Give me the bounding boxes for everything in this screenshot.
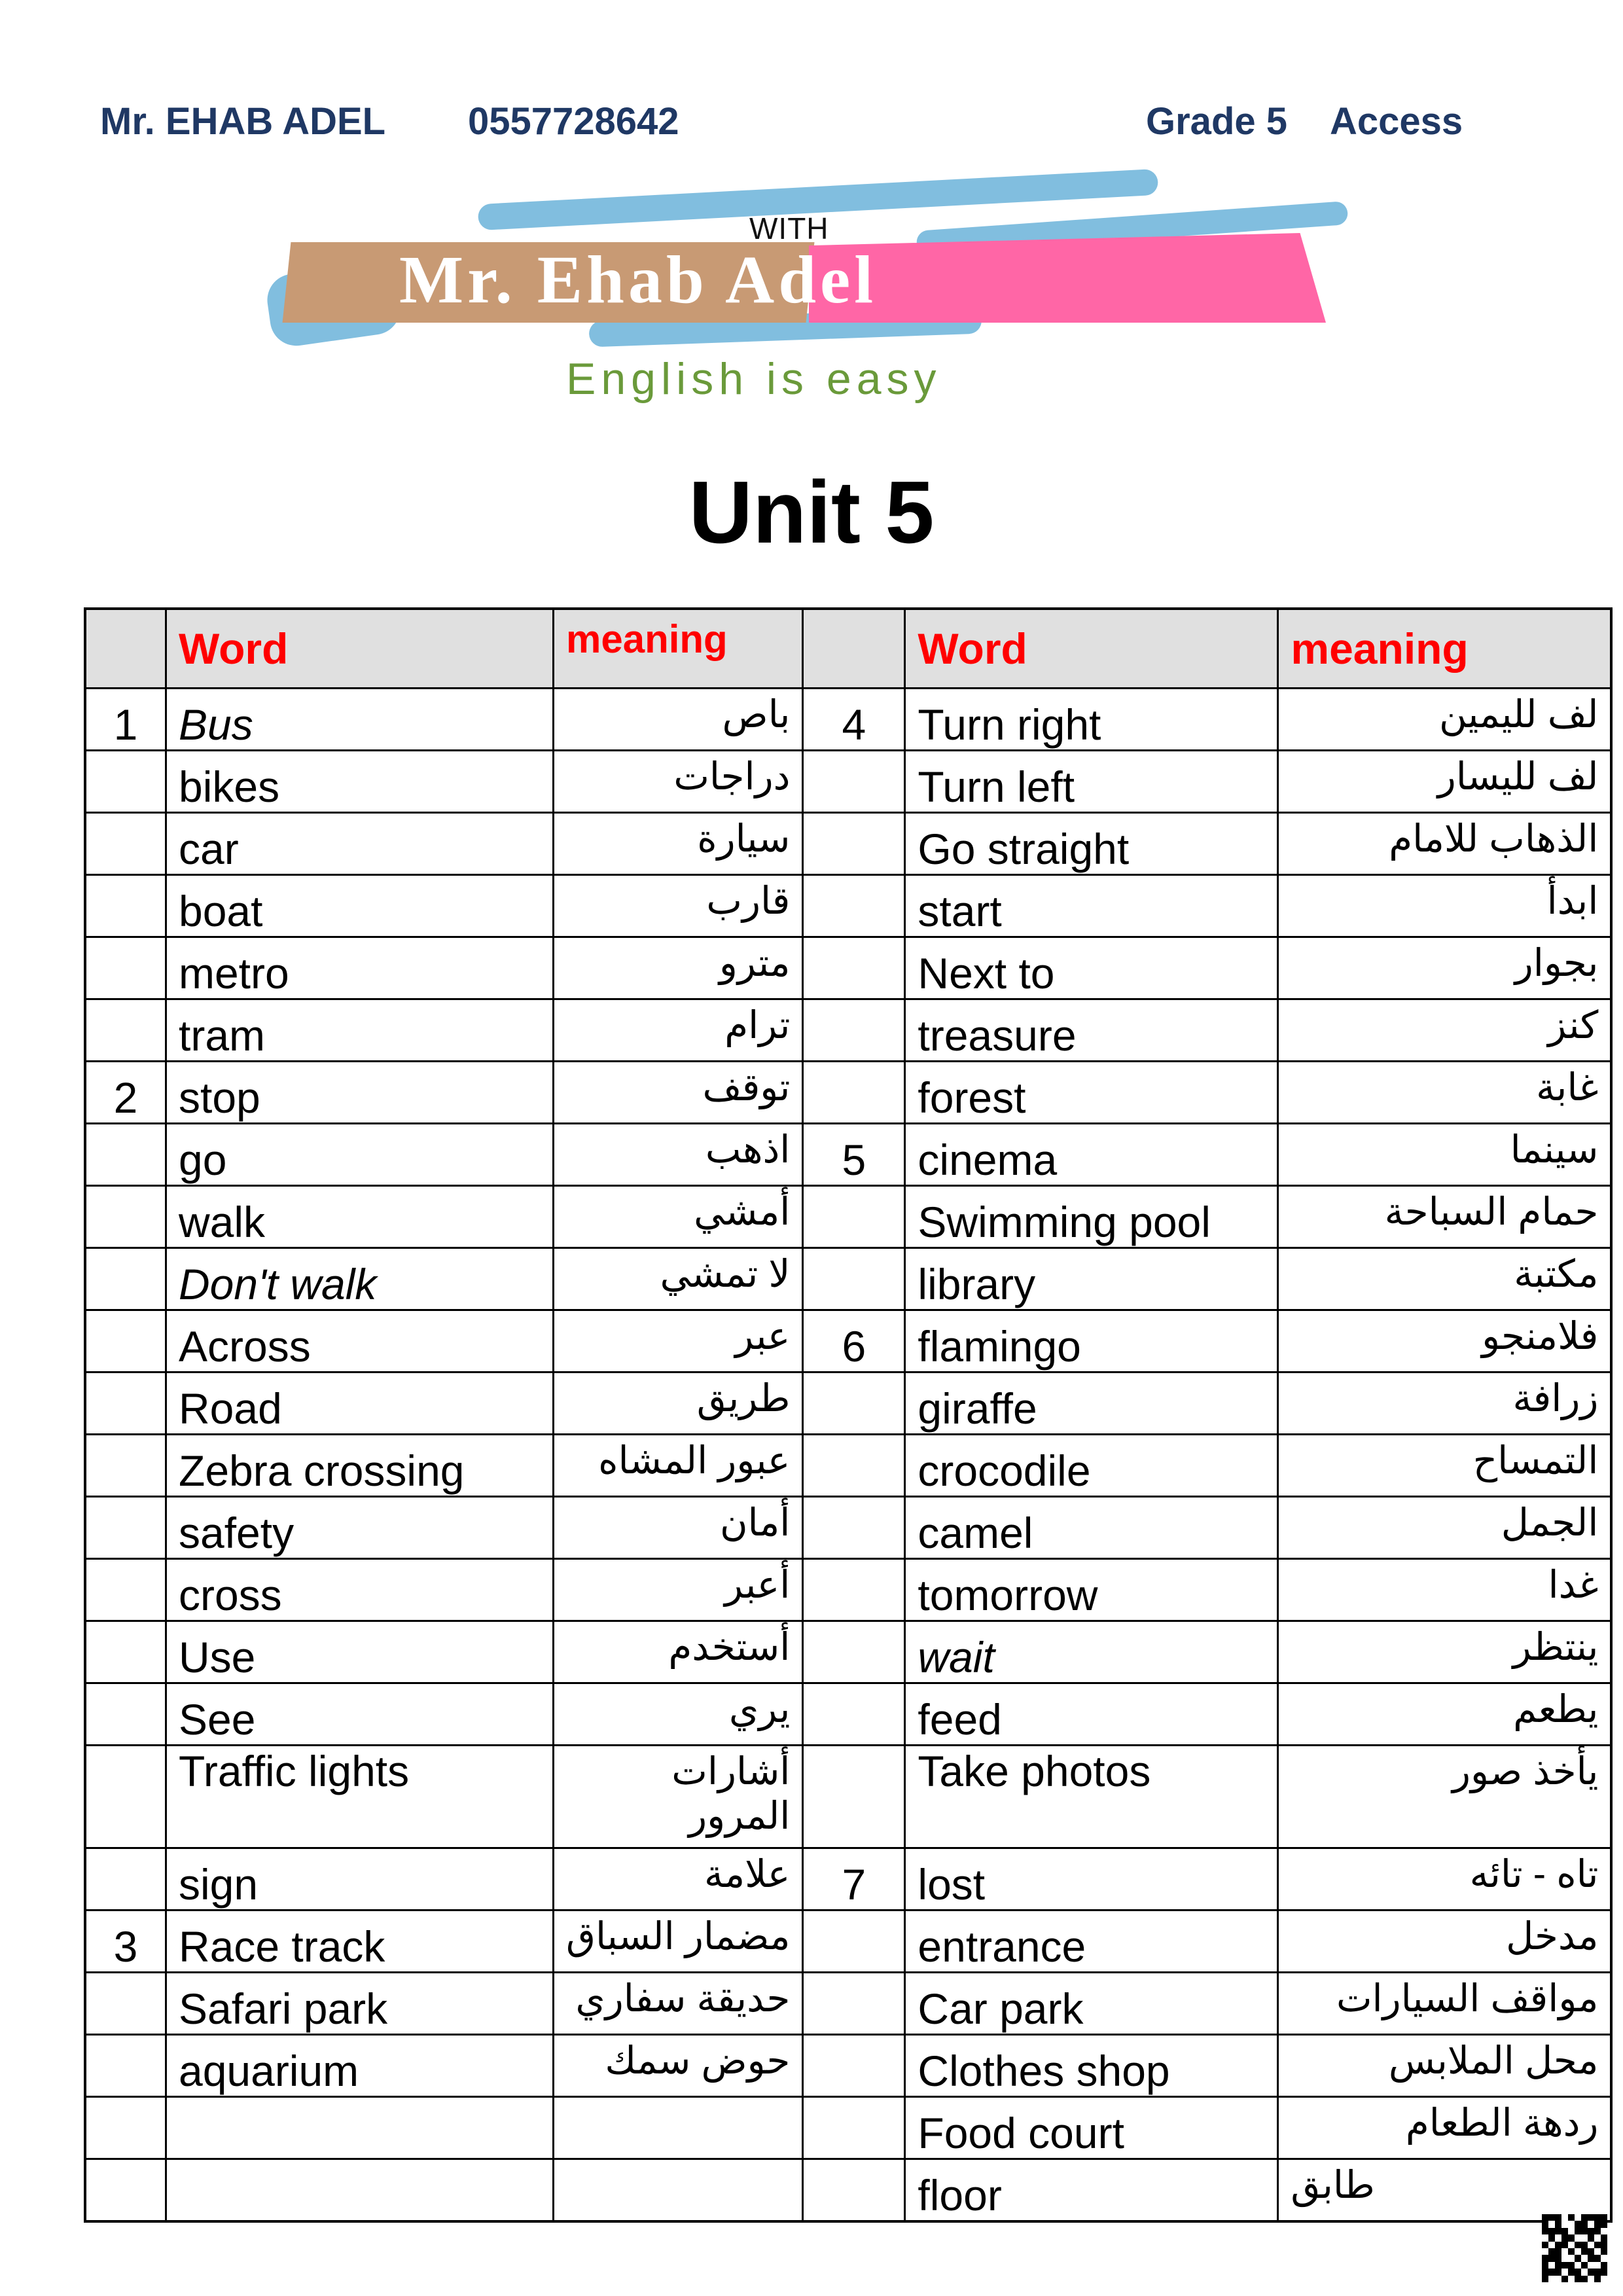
meaning-cell: علامة bbox=[554, 1848, 803, 1910]
qr-module bbox=[1542, 2269, 1548, 2275]
word-cell: Clothes shop bbox=[905, 2035, 1278, 2097]
meaning-cell: ردهة الطعام bbox=[1278, 2097, 1612, 2159]
qr-module bbox=[1581, 2276, 1588, 2282]
qr-module bbox=[1561, 2221, 1568, 2227]
word-cell: Don't walk bbox=[166, 1248, 554, 1310]
table-row bbox=[85, 2035, 1611, 2097]
word-cell: cross bbox=[166, 1559, 554, 1621]
table-row bbox=[85, 1559, 1611, 1621]
word-cell: Turn left bbox=[905, 751, 1278, 813]
table-row bbox=[85, 1497, 1611, 1559]
section-number-cell bbox=[85, 2097, 166, 2159]
meaning-cell: ابدأ bbox=[1278, 875, 1612, 937]
table-header-row bbox=[85, 609, 1611, 689]
qr-module bbox=[1575, 2255, 1581, 2261]
table-row bbox=[85, 689, 1611, 751]
header-word: Word bbox=[166, 609, 554, 689]
table-row bbox=[85, 1621, 1611, 1683]
section-number-cell bbox=[803, 1559, 905, 1621]
word-cell bbox=[166, 2097, 554, 2159]
qr-module bbox=[1542, 2234, 1548, 2241]
logo bbox=[262, 170, 1374, 419]
qr-module bbox=[1568, 2242, 1575, 2248]
meaning-cell: دراجات bbox=[554, 751, 803, 813]
section-number-cell bbox=[85, 2159, 166, 2222]
qr-module bbox=[1555, 2228, 1561, 2234]
qr-module bbox=[1594, 2262, 1601, 2269]
word-cell: giraffe bbox=[905, 1372, 1278, 1435]
qr-module bbox=[1581, 2242, 1588, 2248]
qr-module bbox=[1588, 2234, 1594, 2241]
section-number-cell bbox=[803, 751, 905, 813]
meaning-cell: أستخدم bbox=[554, 1621, 803, 1683]
section-number-cell bbox=[803, 937, 905, 999]
qr-module bbox=[1575, 2228, 1581, 2234]
qr-module bbox=[1601, 2255, 1607, 2261]
qr-module bbox=[1601, 2228, 1607, 2234]
qr-module bbox=[1561, 2255, 1568, 2261]
qr-module bbox=[1542, 2242, 1548, 2248]
section-number-cell bbox=[803, 1372, 905, 1435]
qr-module bbox=[1588, 2276, 1594, 2282]
phone-number: 0557728642 bbox=[468, 100, 679, 143]
word-cell: bikes bbox=[166, 751, 554, 813]
section-number-cell bbox=[85, 1497, 166, 1559]
word-cell: crocodile bbox=[905, 1435, 1278, 1497]
meaning-cell: مترو bbox=[554, 937, 803, 999]
section-number-cell bbox=[85, 875, 166, 937]
table-row bbox=[85, 1683, 1611, 1746]
table-row bbox=[85, 1910, 1611, 1973]
qr-module bbox=[1561, 2228, 1568, 2234]
table-row bbox=[85, 1848, 1611, 1910]
meaning-cell: مكتبة bbox=[1278, 1248, 1612, 1310]
section-number-cell bbox=[85, 1621, 166, 1683]
meaning-cell: غدا bbox=[1278, 1559, 1612, 1621]
word-cell: cinema bbox=[905, 1124, 1278, 1186]
section-number-cell bbox=[803, 813, 905, 875]
book-label: Access bbox=[1330, 100, 1463, 143]
qr-module bbox=[1548, 2214, 1555, 2221]
qr-module bbox=[1555, 2276, 1561, 2282]
qr-module bbox=[1581, 2269, 1588, 2275]
section-number-cell bbox=[803, 1062, 905, 1124]
table-row bbox=[85, 2097, 1611, 2159]
word-cell: library bbox=[905, 1248, 1278, 1310]
meaning-cell: سيارة bbox=[554, 813, 803, 875]
qr-module bbox=[1575, 2248, 1581, 2255]
qr-module bbox=[1548, 2221, 1555, 2227]
qr-module bbox=[1555, 2234, 1561, 2241]
section-number-cell bbox=[803, 1746, 905, 1848]
qr-module bbox=[1561, 2262, 1568, 2269]
meaning-cell: قارب bbox=[554, 875, 803, 937]
qr-module bbox=[1594, 2221, 1601, 2227]
header-num bbox=[803, 609, 905, 689]
qr-module bbox=[1588, 2262, 1594, 2269]
section-number-cell bbox=[803, 1435, 905, 1497]
section-number-cell bbox=[85, 937, 166, 999]
section-number-cell bbox=[85, 1248, 166, 1310]
table-row bbox=[85, 937, 1611, 999]
qr-module bbox=[1561, 2269, 1568, 2275]
qr-module bbox=[1601, 2214, 1607, 2221]
table-row bbox=[85, 1973, 1611, 2035]
meaning-cell: التمساح bbox=[1278, 1435, 1612, 1497]
meaning-cell: الذهاب للامام bbox=[1278, 813, 1612, 875]
meaning-cell: أمان bbox=[554, 1497, 803, 1559]
section-number-cell bbox=[85, 751, 166, 813]
word-cell: boat bbox=[166, 875, 554, 937]
qr-module bbox=[1548, 2269, 1555, 2275]
meaning-cell: توقف bbox=[554, 1062, 803, 1124]
section-number-cell bbox=[803, 999, 905, 1062]
section-number-cell bbox=[85, 1848, 166, 1910]
table-row bbox=[85, 1124, 1611, 1186]
meaning-cell bbox=[554, 2097, 803, 2159]
qr-module bbox=[1548, 2276, 1555, 2282]
page-title: Unit 5 bbox=[688, 463, 935, 562]
table-row bbox=[85, 1186, 1611, 1248]
section-number-cell bbox=[803, 1910, 905, 1973]
header-word: Word bbox=[905, 609, 1278, 689]
meaning-cell: حديقة سفاري bbox=[554, 1973, 803, 2035]
meaning-cell: حمام السباحة bbox=[1278, 1186, 1612, 1248]
qr-module bbox=[1548, 2262, 1555, 2269]
word-cell: Take photos bbox=[905, 1746, 1278, 1848]
qr-module bbox=[1548, 2248, 1555, 2255]
qr-module bbox=[1594, 2242, 1601, 2248]
qr-module bbox=[1588, 2269, 1594, 2275]
qr-module bbox=[1548, 2228, 1555, 2234]
word-cell: Across bbox=[166, 1310, 554, 1372]
meaning-cell: تاه - تائه bbox=[1278, 1848, 1612, 1910]
qr-module bbox=[1588, 2228, 1594, 2234]
qr-module bbox=[1575, 2269, 1581, 2275]
logo-with: WITH bbox=[749, 211, 829, 245]
qr-module bbox=[1561, 2242, 1568, 2248]
section-number-cell bbox=[85, 1559, 166, 1621]
meaning-cell: طريق bbox=[554, 1372, 803, 1435]
teacher-name: Mr. EHAB ADEL bbox=[100, 100, 386, 143]
qr-module bbox=[1594, 2269, 1601, 2275]
meaning-cell: محل الملابس bbox=[1278, 2035, 1612, 2097]
word-cell: tram bbox=[166, 999, 554, 1062]
meaning-cell: يري bbox=[554, 1683, 803, 1746]
word-cell: Bus bbox=[166, 689, 554, 751]
qr-module bbox=[1548, 2234, 1555, 2241]
section-number-cell: 3 bbox=[85, 1910, 166, 1973]
word-cell: tomorrow bbox=[905, 1559, 1278, 1621]
qr-module bbox=[1568, 2214, 1575, 2221]
qr-module bbox=[1561, 2214, 1568, 2221]
qr-module bbox=[1581, 2248, 1588, 2255]
meaning-cell: زرافة bbox=[1278, 1372, 1612, 1435]
section-number-cell bbox=[803, 2035, 905, 2097]
header-meaning: meaning bbox=[1278, 609, 1612, 689]
qr-module bbox=[1581, 2262, 1588, 2269]
table-row bbox=[85, 2159, 1611, 2222]
qr-module bbox=[1575, 2221, 1581, 2227]
qr-module bbox=[1581, 2221, 1588, 2227]
grade-label: Grade 5 bbox=[1146, 100, 1287, 143]
qr-module bbox=[1555, 2221, 1561, 2227]
qr-module bbox=[1542, 2248, 1548, 2255]
qr-code bbox=[1542, 2214, 1607, 2282]
word-cell: camel bbox=[905, 1497, 1278, 1559]
qr-module bbox=[1575, 2242, 1581, 2248]
qr-module bbox=[1542, 2262, 1548, 2269]
qr-module bbox=[1542, 2214, 1548, 2221]
word-cell: treasure bbox=[905, 999, 1278, 1062]
table-row bbox=[85, 813, 1611, 875]
section-number-cell bbox=[803, 1683, 905, 1746]
word-cell: Zebra crossing bbox=[166, 1435, 554, 1497]
qr-module bbox=[1588, 2242, 1594, 2248]
word-cell: forest bbox=[905, 1062, 1278, 1124]
meaning-cell: مدخل bbox=[1278, 1910, 1612, 1973]
section-number-cell bbox=[85, 1124, 166, 1186]
meaning-cell: ينتظر bbox=[1278, 1621, 1612, 1683]
section-number-cell bbox=[85, 813, 166, 875]
qr-module bbox=[1588, 2214, 1594, 2221]
qr-module bbox=[1561, 2248, 1568, 2255]
word-cell: Swimming pool bbox=[905, 1186, 1278, 1248]
qr-module bbox=[1581, 2234, 1588, 2241]
section-number-cell: 1 bbox=[85, 689, 166, 751]
table-row bbox=[85, 1435, 1611, 1497]
section-number-cell bbox=[85, 1973, 166, 2035]
word-cell: start bbox=[905, 875, 1278, 937]
section-number-cell: 6 bbox=[803, 1310, 905, 1372]
logo-tagline: English is easy bbox=[566, 354, 942, 404]
word-cell: Turn right bbox=[905, 689, 1278, 751]
word-cell: Next to bbox=[905, 937, 1278, 999]
word-cell: Go straight bbox=[905, 813, 1278, 875]
qr-module bbox=[1555, 2248, 1561, 2255]
meaning-cell: اذهب bbox=[554, 1124, 803, 1186]
header-num bbox=[85, 609, 166, 689]
meaning-cell: يطعم bbox=[1278, 1683, 1612, 1746]
qr-module bbox=[1575, 2262, 1581, 2269]
qr-module bbox=[1594, 2234, 1601, 2241]
qr-module bbox=[1594, 2248, 1601, 2255]
meaning-cell: يأخذ صور bbox=[1278, 1746, 1612, 1848]
qr-module bbox=[1594, 2276, 1601, 2282]
table-row bbox=[85, 1310, 1611, 1372]
qr-module bbox=[1555, 2242, 1561, 2248]
meaning-cell: الجمل bbox=[1278, 1497, 1612, 1559]
word-cell: walk bbox=[166, 1186, 554, 1248]
qr-module bbox=[1575, 2234, 1581, 2241]
qr-module bbox=[1594, 2214, 1601, 2221]
word-cell: Use bbox=[166, 1621, 554, 1683]
word-cell: Car park bbox=[905, 1973, 1278, 2035]
qr-module bbox=[1601, 2242, 1607, 2248]
word-cell: car bbox=[166, 813, 554, 875]
meaning-cell: لا تمشي bbox=[554, 1248, 803, 1310]
section-number-cell bbox=[803, 875, 905, 937]
qr-module bbox=[1575, 2214, 1581, 2221]
header-meaning: meaning bbox=[554, 609, 803, 689]
section-number-cell bbox=[85, 2035, 166, 2097]
section-number-cell: 2 bbox=[85, 1062, 166, 1124]
qr-module bbox=[1601, 2276, 1607, 2282]
qr-module bbox=[1568, 2269, 1575, 2275]
table-row bbox=[85, 1062, 1611, 1124]
meaning-cell: كنز bbox=[1278, 999, 1612, 1062]
qr-module bbox=[1568, 2228, 1575, 2234]
section-number-cell bbox=[803, 2097, 905, 2159]
meaning-cell bbox=[554, 2159, 803, 2222]
section-number-cell bbox=[803, 2159, 905, 2222]
qr-module bbox=[1555, 2262, 1561, 2269]
meaning-cell: بجوار bbox=[1278, 937, 1612, 999]
table-row bbox=[85, 1372, 1611, 1435]
table-row bbox=[85, 1248, 1611, 1310]
qr-module bbox=[1542, 2276, 1548, 2282]
meaning-cell: طابق bbox=[1278, 2159, 1612, 2222]
qr-module bbox=[1594, 2255, 1601, 2261]
qr-module bbox=[1542, 2228, 1548, 2234]
word-cell: Road bbox=[166, 1372, 554, 1435]
meaning-cell: أشارات المرور bbox=[554, 1746, 803, 1848]
qr-module bbox=[1555, 2269, 1561, 2275]
word-cell: feed bbox=[905, 1683, 1278, 1746]
section-number-cell: 4 bbox=[803, 689, 905, 751]
word-cell: entrance bbox=[905, 1910, 1278, 1973]
meaning-cell: سينما bbox=[1278, 1124, 1612, 1186]
qr-module bbox=[1601, 2269, 1607, 2275]
meaning-cell: عبر bbox=[554, 1310, 803, 1372]
word-cell: floor bbox=[905, 2159, 1278, 2222]
logo-name: Mr. Ehab Adel bbox=[399, 242, 878, 317]
meaning-cell: ترام bbox=[554, 999, 803, 1062]
qr-module bbox=[1561, 2276, 1568, 2282]
word-cell: lost bbox=[905, 1848, 1278, 1910]
meaning-cell: غابة bbox=[1278, 1062, 1612, 1124]
word-cell: Race track bbox=[166, 1910, 554, 1973]
qr-module bbox=[1568, 2255, 1575, 2261]
section-number-cell bbox=[85, 1435, 166, 1497]
word-cell bbox=[166, 2159, 554, 2222]
word-cell: safety bbox=[166, 1497, 554, 1559]
meaning-cell: لف لليسار bbox=[1278, 751, 1612, 813]
table-row bbox=[85, 999, 1611, 1062]
qr-module bbox=[1561, 2234, 1568, 2241]
qr-module bbox=[1555, 2214, 1561, 2221]
word-cell: Traffic lights bbox=[166, 1746, 554, 1848]
qr-module bbox=[1588, 2255, 1594, 2261]
word-cell: See bbox=[166, 1683, 554, 1746]
qr-module bbox=[1568, 2276, 1575, 2282]
qr-module bbox=[1588, 2248, 1594, 2255]
word-cell: aquarium bbox=[166, 2035, 554, 2097]
meaning-cell: باص bbox=[554, 689, 803, 751]
section-number-cell bbox=[803, 1973, 905, 2035]
qr-module bbox=[1581, 2214, 1588, 2221]
word-cell: stop bbox=[166, 1062, 554, 1124]
qr-module bbox=[1568, 2221, 1575, 2227]
meaning-cell: أعبر bbox=[554, 1559, 803, 1621]
qr-module bbox=[1542, 2221, 1548, 2227]
table-row bbox=[85, 1746, 1611, 1848]
section-number-cell bbox=[85, 1310, 166, 1372]
section-number-cell: 5 bbox=[803, 1124, 905, 1186]
qr-module bbox=[1601, 2262, 1607, 2269]
vocabulary-table bbox=[84, 607, 1613, 2223]
section-number-cell bbox=[803, 1497, 905, 1559]
qr-module bbox=[1581, 2228, 1588, 2234]
qr-module bbox=[1548, 2242, 1555, 2248]
section-number-cell: 7 bbox=[803, 1848, 905, 1910]
table-row bbox=[85, 875, 1611, 937]
qr-module bbox=[1542, 2255, 1548, 2261]
meaning-cell: عبور المشاه bbox=[554, 1435, 803, 1497]
qr-module bbox=[1568, 2248, 1575, 2255]
meaning-cell: مضمار السباق bbox=[554, 1910, 803, 1973]
qr-module bbox=[1601, 2248, 1607, 2255]
qr-module bbox=[1575, 2276, 1581, 2282]
qr-module bbox=[1568, 2262, 1575, 2269]
qr-module bbox=[1594, 2228, 1601, 2234]
qr-module bbox=[1581, 2255, 1588, 2261]
meaning-cell: حوض سمك bbox=[554, 2035, 803, 2097]
qr-module bbox=[1601, 2221, 1607, 2227]
section-number-cell bbox=[803, 1186, 905, 1248]
word-cell: metro bbox=[166, 937, 554, 999]
word-cell: Food court bbox=[905, 2097, 1278, 2159]
word-cell: sign bbox=[166, 1848, 554, 1910]
qr-module bbox=[1568, 2234, 1575, 2241]
section-number-cell bbox=[85, 1746, 166, 1848]
meaning-cell: مواقف السيارات bbox=[1278, 1973, 1612, 2035]
qr-module bbox=[1588, 2221, 1594, 2227]
section-number-cell bbox=[85, 1186, 166, 1248]
word-cell: flamingo bbox=[905, 1310, 1278, 1372]
section-number-cell bbox=[803, 1621, 905, 1683]
meaning-cell: فلامنجو bbox=[1278, 1310, 1612, 1372]
qr-module bbox=[1555, 2255, 1561, 2261]
qr-module bbox=[1548, 2255, 1555, 2261]
meaning-cell: لف لليمين bbox=[1278, 689, 1612, 751]
table-row bbox=[85, 751, 1611, 813]
meaning-cell: أمشي bbox=[554, 1186, 803, 1248]
section-number-cell bbox=[85, 1372, 166, 1435]
section-number-cell bbox=[803, 1248, 905, 1310]
word-cell: go bbox=[166, 1124, 554, 1186]
section-number-cell bbox=[85, 1683, 166, 1746]
word-cell: wait bbox=[905, 1621, 1278, 1683]
section-number-cell bbox=[85, 999, 166, 1062]
qr-module bbox=[1601, 2234, 1607, 2241]
word-cell: Safari park bbox=[166, 1973, 554, 2035]
